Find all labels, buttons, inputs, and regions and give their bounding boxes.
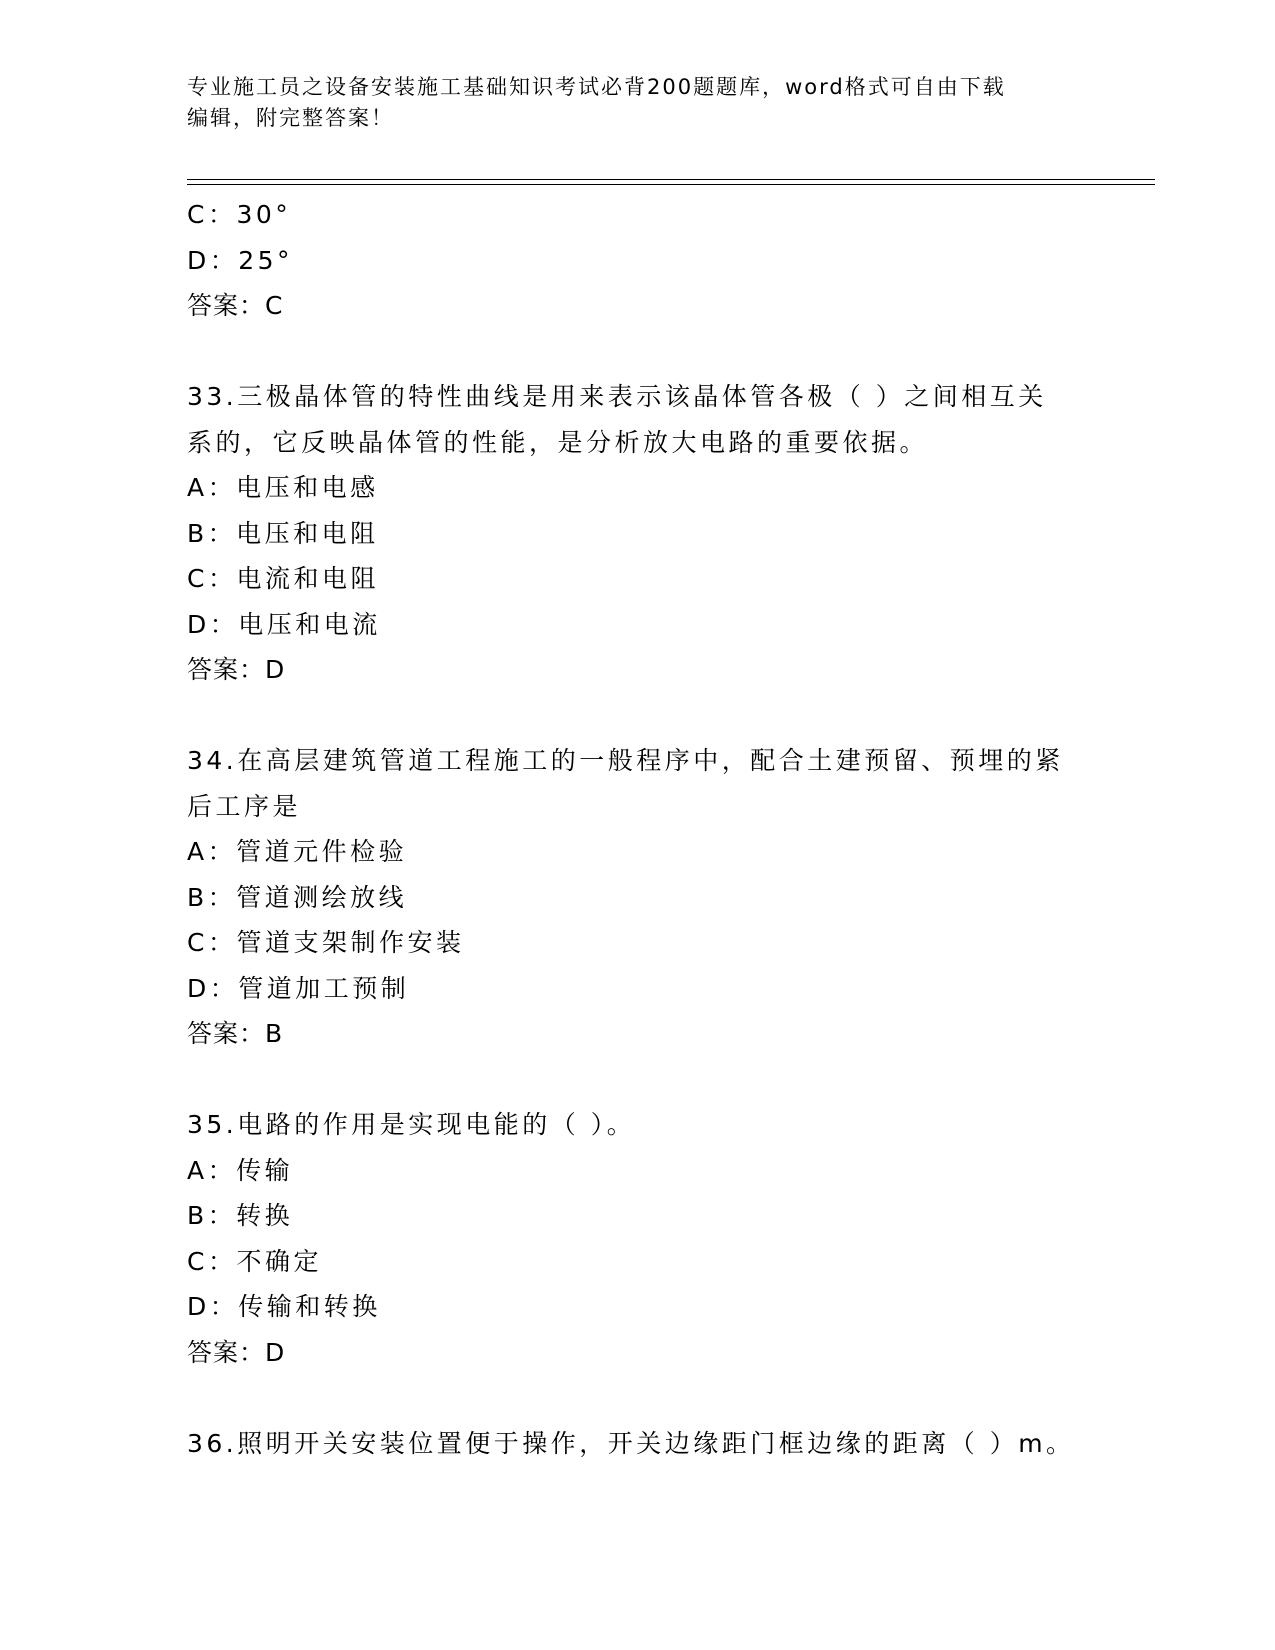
option-a: A：电压和电感 [187, 473, 379, 502]
option-b: B：转换 [187, 1201, 294, 1230]
spacer [187, 329, 1127, 375]
option-d: D：管道加工预制 [187, 973, 410, 1003]
header-line-2: 编辑，附完整答案！ [187, 106, 394, 130]
header-rule-top [187, 179, 1155, 180]
header-rule-bottom [187, 184, 1155, 185]
header-line-1: 专业施工员之设备安装施工基础知识考试必背200题题库，word格式可自由下载 [187, 75, 1006, 99]
question-text-line-2: 系的，它反映晶体管的性能，是分析放大电路的重要依据。 [187, 427, 929, 457]
question-34 [187, 738, 1127, 1057]
option-b: B：电压和电阻 [187, 518, 379, 548]
question-text-line-2: 后工序是 [187, 791, 302, 821]
question-35 [187, 1102, 1127, 1375]
answer-line: 答案：B [187, 1019, 284, 1048]
question-32-continuation [187, 192, 1127, 329]
spacer [187, 693, 1127, 739]
document-body [187, 192, 1127, 1466]
option-d: D：传输和转换 [187, 1292, 381, 1321]
question-33 [187, 374, 1127, 693]
document-header [187, 72, 1087, 134]
option-a: A：传输 [187, 1155, 294, 1185]
spacer [187, 1057, 1127, 1103]
option-a: A：管道元件检验 [187, 837, 408, 866]
option-d: D：25° [187, 245, 294, 275]
question-text-line-1: 35.电路的作用是实现电能的（ ）。 [187, 1110, 636, 1139]
question-text-line-1: 36.照明开关安装位置便于操作，开关边缘距门框边缘的距离（ ）m。 [187, 1428, 1075, 1458]
question-36 [187, 1421, 1127, 1467]
answer-line: 答案：C [187, 291, 284, 320]
question-text-line-1: 33.三极晶体管的特性曲线是用来表示该晶体管各极（ ）之间相互关 [187, 382, 1047, 411]
option-d: D：电压和电流 [187, 609, 381, 639]
answer-line: 答案：D [187, 655, 286, 684]
option-c: C：管道支架制作安装 [187, 928, 465, 957]
option-c: C：不确定 [187, 1246, 322, 1276]
option-c: C：30° [187, 200, 292, 229]
option-c: C：电流和电阻 [187, 564, 379, 593]
answer-line: 答案：D [187, 1337, 286, 1367]
question-text-line-1: 34.在高层建筑管道工程施工的一般程序中，配合土建预留、预埋的紧 [187, 746, 1064, 775]
option-b: B：管道测绘放线 [187, 882, 408, 912]
spacer [187, 1375, 1127, 1421]
